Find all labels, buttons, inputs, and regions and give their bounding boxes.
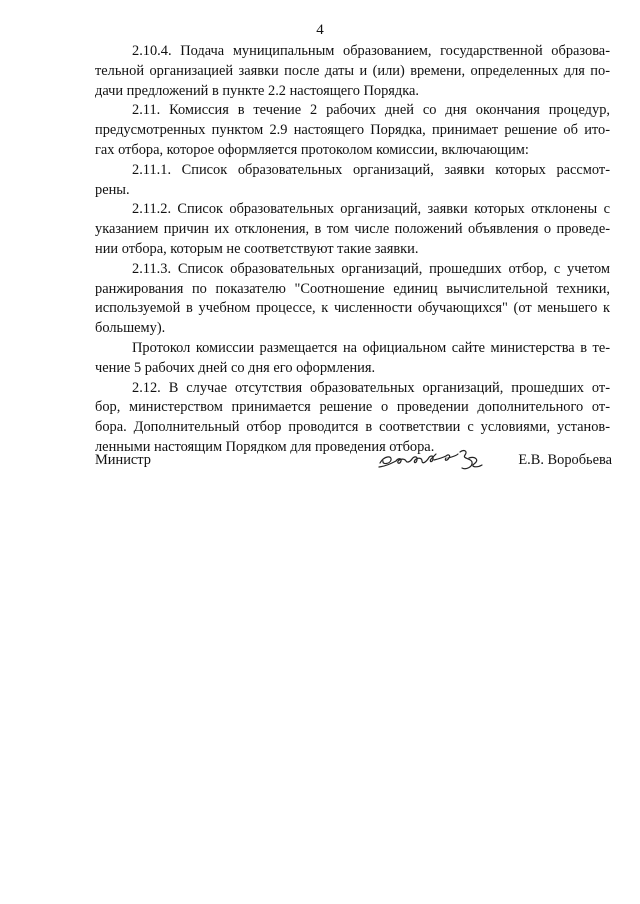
text-line: рены. <box>95 181 130 198</box>
text-line: ленными настоящим Порядком для проведения отбора. <box>95 438 435 455</box>
text-line: большему). <box>95 320 166 337</box>
signature-block <box>95 446 612 486</box>
signatory-name: Е.В. Воробьева <box>518 452 612 468</box>
text-line: 2.12. В случае отсутствия образовательных организаций, прошедших от- <box>132 379 610 396</box>
text-line: бора. Дополнительный отбор проводится в соответствии с условиями, установ- <box>95 419 610 436</box>
paragraph-p-2-11-1 <box>95 161 610 201</box>
text-line: дачи предложений в пункте 2.2 настоящего Порядка. <box>95 82 419 99</box>
text-line: 2.10.4. Подача муниципальным образованием, государственной образова- <box>132 43 610 59</box>
text-line: указанием причин их отклонения, в том числе положений объявления о проведе- <box>95 221 610 238</box>
paragraph-p-protocol <box>95 339 610 379</box>
text-line: используемой в учебном процессе, к численности обучающихся" (от меньшего к <box>95 300 610 317</box>
text-line: нии отбора, которым не соответствуют такие заявки. <box>95 240 419 257</box>
text-line: 2.11.1. Список образовательных организаций, заявки которых рассмот- <box>132 161 610 178</box>
handwritten-signature-icon <box>376 446 492 480</box>
paragraph-p-2-11-2 <box>95 200 610 259</box>
text-line: бор, министерством принимается решение о проведении дополнительного от- <box>95 399 610 416</box>
paragraph-p-2-11 <box>95 101 610 160</box>
text-line: гах отбора, которое оформляется протоколом комиссии, включающим: <box>95 141 529 158</box>
text-line: предусмотренных пунктом 2.9 настоящего Порядка, принимает решение об ито- <box>95 122 610 139</box>
text-line: ранжирования по показателю "Соотношение единиц вычислительной техники, <box>95 280 610 297</box>
text-line: чение 5 рабочих дней со дня его оформления. <box>95 359 376 376</box>
paragraph-p-2-11-3 <box>95 260 610 339</box>
paragraph-p-2-10-4 <box>95 42 610 101</box>
text-line: тельной организацией заявки после даты и (или) времени, определенных для по- <box>95 62 610 79</box>
text-line: 2.11. Комиссия в течение 2 рабочих дней со дня окончания процедур, <box>132 102 610 119</box>
text-line: 2.11.3. Список образовательных организаций, прошедших отбор, с учетом <box>132 260 610 277</box>
page-number: 4 <box>316 22 324 38</box>
signatory-title: Министр <box>95 452 151 468</box>
text-line: 2.11.2. Список образовательных организаций, заявки которых отклонены с <box>132 201 610 218</box>
document-body <box>95 42 610 458</box>
text-line: Протокол комиссии размещается на официальном сайте министерства в те- <box>132 339 610 356</box>
